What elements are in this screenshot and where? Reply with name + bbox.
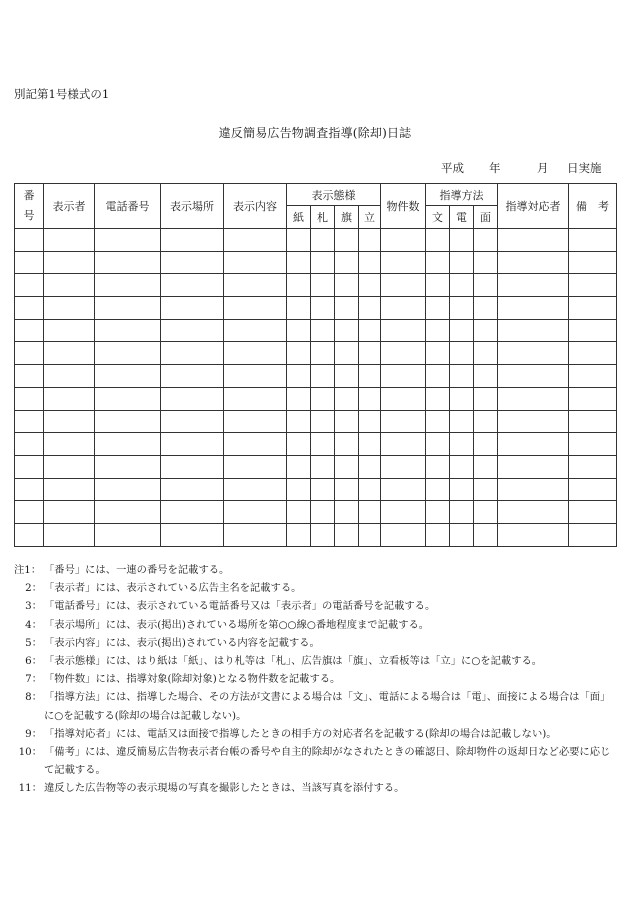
table-cell (498, 387, 569, 410)
table-cell (498, 251, 569, 274)
table-cell (569, 523, 617, 546)
table-cell (44, 387, 95, 410)
table-cell (287, 410, 311, 433)
table-cell (474, 478, 498, 501)
table-cell (450, 365, 474, 388)
table-cell (161, 433, 224, 456)
table-cell (381, 433, 426, 456)
table-cell (311, 319, 335, 342)
header-count: 物件数 (381, 184, 426, 229)
table-cell (287, 501, 311, 524)
table-cell (15, 342, 44, 365)
note-item (14, 616, 620, 634)
table-cell (287, 342, 311, 365)
table-row (15, 455, 617, 478)
table-cell (569, 319, 617, 342)
header-content: 表示内容 (224, 184, 287, 229)
table-row (15, 274, 617, 297)
table-cell (15, 455, 44, 478)
table-cell (335, 433, 359, 456)
table-cell (95, 387, 161, 410)
table-cell (335, 410, 359, 433)
table-row (15, 523, 617, 546)
header-method: 指導方法 (426, 184, 498, 206)
header-phone: 電話番号 (95, 184, 161, 229)
table-cell (569, 501, 617, 524)
table-cell (381, 523, 426, 546)
table-cell (359, 478, 381, 501)
table-cell (161, 478, 224, 501)
table-cell (450, 433, 474, 456)
date-line (441, 160, 602, 176)
date-day: 日実施 (567, 161, 602, 175)
table-cell (311, 297, 335, 320)
table-cell (15, 523, 44, 546)
table-cell (569, 365, 617, 388)
table-cell (311, 455, 335, 478)
note-item (14, 561, 620, 579)
table-cell (15, 297, 44, 320)
table-body (15, 229, 617, 547)
table-cell (95, 319, 161, 342)
table-cell (335, 478, 359, 501)
table-cell (15, 251, 44, 274)
note-number: 4： (25, 618, 42, 631)
table-cell (224, 251, 287, 274)
table-cell (95, 342, 161, 365)
table-cell (224, 319, 287, 342)
table-cell (95, 501, 161, 524)
table-cell (426, 229, 450, 252)
table-cell (426, 523, 450, 546)
table-cell (569, 410, 617, 433)
note-number: 2： (25, 582, 42, 595)
table-cell (450, 274, 474, 297)
table-cell (498, 297, 569, 320)
table-cell (44, 433, 95, 456)
table-cell (474, 342, 498, 365)
table-cell (15, 319, 44, 342)
table-cell (15, 410, 44, 433)
table-cell (426, 274, 450, 297)
table-cell (224, 501, 287, 524)
table-cell (311, 251, 335, 274)
table-cell (224, 342, 287, 365)
note-item (14, 779, 620, 797)
table-cell (498, 365, 569, 388)
note-item (14, 743, 620, 779)
table-cell (224, 455, 287, 478)
note-number: 11： (18, 782, 42, 795)
table-cell (426, 342, 450, 365)
table-cell (335, 455, 359, 478)
table-cell (474, 274, 498, 297)
table-cell (381, 501, 426, 524)
header-mode-paper: 紙 (287, 206, 311, 229)
table-cell (15, 274, 44, 297)
table-cell (474, 523, 498, 546)
table-cell (311, 433, 335, 456)
table-cell (161, 501, 224, 524)
table-cell (569, 297, 617, 320)
table-cell (569, 229, 617, 252)
note-text: 「電話番号」には、表示されている電話番号又は「表示者」の電話番号を記載する。 (44, 600, 436, 613)
table-cell (95, 297, 161, 320)
table-row (15, 410, 617, 433)
table-cell (498, 523, 569, 546)
log-table (14, 183, 617, 547)
note-item (14, 688, 620, 724)
table-cell (335, 501, 359, 524)
table-cell (450, 501, 474, 524)
note-number: 3： (25, 600, 42, 613)
table-cell (335, 387, 359, 410)
table-cell (359, 342, 381, 365)
table-cell (450, 387, 474, 410)
table-cell (95, 274, 161, 297)
table-cell (381, 478, 426, 501)
table-cell (569, 478, 617, 501)
table-row (15, 229, 617, 252)
table-cell (474, 319, 498, 342)
table-cell (44, 251, 95, 274)
note-text: 「番号」には、一連の番号を記載する。 (44, 564, 230, 576)
table-cell (15, 365, 44, 388)
table-cell (498, 274, 569, 297)
table-cell (474, 501, 498, 524)
form-label: 別記第1号様式の1 (14, 87, 110, 101)
header-displayer: 表示者 (44, 184, 95, 229)
table-cell (450, 251, 474, 274)
table-cell (44, 229, 95, 252)
table-cell (95, 455, 161, 478)
table-cell (161, 410, 224, 433)
table-cell (498, 410, 569, 433)
table-cell (426, 410, 450, 433)
table-cell (311, 410, 335, 433)
note-number: 10： (18, 746, 42, 759)
table-cell (381, 455, 426, 478)
table-cell (498, 478, 569, 501)
note-number: 9： (25, 727, 42, 740)
table-cell (335, 342, 359, 365)
table-cell (335, 365, 359, 388)
table-cell (381, 251, 426, 274)
table-cell (450, 297, 474, 320)
table-cell (381, 410, 426, 433)
table-cell (224, 229, 287, 252)
table-cell (287, 229, 311, 252)
table-cell (359, 319, 381, 342)
note-text: 「物件数」には、指導対象(除却対象)となる物件数を記載する。 (44, 673, 341, 686)
table-cell (426, 433, 450, 456)
table-cell (44, 342, 95, 365)
table-cell (161, 342, 224, 365)
table-cell (161, 319, 224, 342)
note-number: 注1： (14, 564, 42, 576)
table-cell (224, 297, 287, 320)
table-cell (95, 523, 161, 546)
table-cell (498, 455, 569, 478)
table-cell (335, 297, 359, 320)
table-cell (359, 251, 381, 274)
table-row (15, 501, 617, 524)
table-cell (161, 365, 224, 388)
table-cell (450, 342, 474, 365)
date-year: 年 (489, 161, 501, 175)
table-cell (15, 501, 44, 524)
table-cell (569, 274, 617, 297)
header-mode-stand: 立 (359, 206, 381, 229)
table-cell (161, 387, 224, 410)
table-cell (287, 319, 311, 342)
table-cell (381, 365, 426, 388)
header-responder: 指導対応者 (498, 184, 569, 229)
table-cell (569, 455, 617, 478)
table-cell (311, 478, 335, 501)
table-cell (95, 410, 161, 433)
note-item (14, 579, 620, 597)
table-cell (474, 229, 498, 252)
header-mode-tag: 札 (311, 206, 335, 229)
table-cell (450, 410, 474, 433)
table-cell (287, 387, 311, 410)
table-cell (287, 297, 311, 320)
table-cell (569, 433, 617, 456)
table-cell (426, 478, 450, 501)
table-cell (224, 387, 287, 410)
date-month: 月 (537, 161, 549, 175)
table-cell (44, 297, 95, 320)
table-cell (335, 229, 359, 252)
table-cell (498, 319, 569, 342)
table-cell (359, 229, 381, 252)
table-cell (311, 501, 335, 524)
table-cell (311, 387, 335, 410)
table-row (15, 319, 617, 342)
table-cell (359, 274, 381, 297)
table-cell (15, 387, 44, 410)
table-cell (44, 274, 95, 297)
table-cell (95, 433, 161, 456)
header-method-phone: 電 (450, 206, 474, 229)
table-cell (44, 410, 95, 433)
table-cell (426, 501, 450, 524)
note-text: 「指導方法」には、指導した場合、その方法が文書による場合は「文」、電話による場合は「電」、面接による場合は「面」に○を記載する(除却の場合は記載しない)。 (44, 691, 611, 722)
table-cell (44, 365, 95, 388)
table-cell (224, 365, 287, 388)
table-cell (15, 433, 44, 456)
table-cell (311, 274, 335, 297)
table-cell (15, 478, 44, 501)
table-cell (335, 523, 359, 546)
table-cell (161, 229, 224, 252)
date-era: 平成 (441, 161, 464, 175)
note-text: 「指導対応者」には、電話又は面接で指導したときの相手方の対応者名を記載する(除却の場合は記載しない)。 (44, 727, 557, 740)
note-item (14, 634, 620, 652)
table-cell (381, 319, 426, 342)
header-number (15, 184, 44, 229)
note-item (14, 652, 620, 670)
table-cell (15, 229, 44, 252)
table-cell (224, 274, 287, 297)
table-cell (224, 523, 287, 546)
table-cell (224, 478, 287, 501)
note-text: 「表示者」には、表示されている広告主名を記載する。 (44, 582, 302, 595)
table-row (15, 342, 617, 365)
table-cell (474, 297, 498, 320)
note-item (14, 725, 620, 743)
table-cell (474, 387, 498, 410)
table-cell (335, 251, 359, 274)
table-cell (450, 455, 474, 478)
table-row (15, 433, 617, 456)
table-cell (381, 274, 426, 297)
note-text: 「表示場所」には、表示(掲出)されている場所を第○○線○番地程度まで記載する。 (44, 618, 430, 631)
note-number: 5： (25, 636, 42, 649)
table-cell (474, 251, 498, 274)
table-cell (498, 342, 569, 365)
table-cell (381, 229, 426, 252)
table-cell (359, 410, 381, 433)
table-cell (161, 274, 224, 297)
table-cell (287, 478, 311, 501)
note-text: 「備考」には、違反簡易広告物表示者台帳の番号や自主的除却がなされたときの確認日、除却物件の返却日など必要に応じて記載する。 (44, 746, 611, 777)
header-remarks: 備 考 (569, 184, 617, 229)
table-cell (95, 478, 161, 501)
table-cell (311, 229, 335, 252)
table-cell (287, 251, 311, 274)
table-cell (359, 523, 381, 546)
table-row (15, 365, 617, 388)
table-cell (287, 455, 311, 478)
note-item (14, 670, 620, 688)
table-cell (44, 501, 95, 524)
table-cell (224, 410, 287, 433)
table-cell (381, 297, 426, 320)
note-text: 「表示態様」には、はり紙は「紙」、はり札等は「札」、広告旗は「旗」、立看板等は「立」に○を記載する。 (44, 655, 543, 668)
header-number-top: 番 (23, 189, 35, 202)
table-cell (44, 455, 95, 478)
notes-section (14, 561, 620, 798)
table-cell (426, 319, 450, 342)
table-cell (287, 433, 311, 456)
table-cell (450, 478, 474, 501)
table-cell (44, 478, 95, 501)
table-cell (569, 342, 617, 365)
table-cell (311, 365, 335, 388)
table-cell (311, 523, 335, 546)
table-cell (44, 523, 95, 546)
table-cell (335, 319, 359, 342)
table-cell (381, 342, 426, 365)
table-cell (426, 251, 450, 274)
table-cell (359, 365, 381, 388)
table-cell (498, 229, 569, 252)
table-cell (161, 251, 224, 274)
table-cell (359, 297, 381, 320)
table-row (15, 297, 617, 320)
table-cell (426, 387, 450, 410)
table-cell (287, 365, 311, 388)
table-cell (474, 433, 498, 456)
table-cell (161, 455, 224, 478)
note-text: 違反した広告物等の表示現場の写真を撮影したときは、当該写真を添付する。 (44, 782, 405, 795)
table-cell (311, 342, 335, 365)
table-cell (95, 251, 161, 274)
table-cell (474, 455, 498, 478)
header-mode: 表示態様 (287, 184, 381, 206)
table-cell (44, 319, 95, 342)
header-mode-flag: 旗 (335, 206, 359, 229)
table-cell (450, 319, 474, 342)
table-cell (381, 387, 426, 410)
table-cell (569, 251, 617, 274)
table-cell (359, 433, 381, 456)
table-cell (224, 433, 287, 456)
table-cell (426, 297, 450, 320)
table-cell (474, 365, 498, 388)
table-cell (359, 387, 381, 410)
table-cell (450, 229, 474, 252)
table-cell (498, 501, 569, 524)
header-location: 表示場所 (161, 184, 224, 229)
table-cell (335, 274, 359, 297)
table-cell (287, 523, 311, 546)
table-cell (474, 410, 498, 433)
header-number-bottom: 号 (23, 209, 35, 222)
note-text: 「表示内容」には、表示(掲出)されている内容を記載する。 (44, 636, 320, 649)
table-row (15, 387, 617, 410)
table-cell (359, 501, 381, 524)
table-cell (359, 455, 381, 478)
note-number: 8： (25, 691, 42, 704)
note-number: 6： (25, 655, 42, 668)
table-cell (498, 433, 569, 456)
table-cell (161, 297, 224, 320)
table-cell (287, 274, 311, 297)
table-cell (161, 523, 224, 546)
table-row (15, 478, 617, 501)
table-row (15, 251, 617, 274)
note-item (14, 597, 620, 615)
table-cell (95, 229, 161, 252)
header-method-face: 面 (474, 206, 498, 229)
table-cell (426, 455, 450, 478)
table-cell (450, 523, 474, 546)
table-cell (569, 387, 617, 410)
table-cell (426, 365, 450, 388)
header-method-doc: 文 (426, 206, 450, 229)
page-title: 違反簡易広告物調査指導(除却)日誌 (218, 126, 412, 140)
note-number: 7： (25, 673, 42, 686)
table-cell (95, 365, 161, 388)
